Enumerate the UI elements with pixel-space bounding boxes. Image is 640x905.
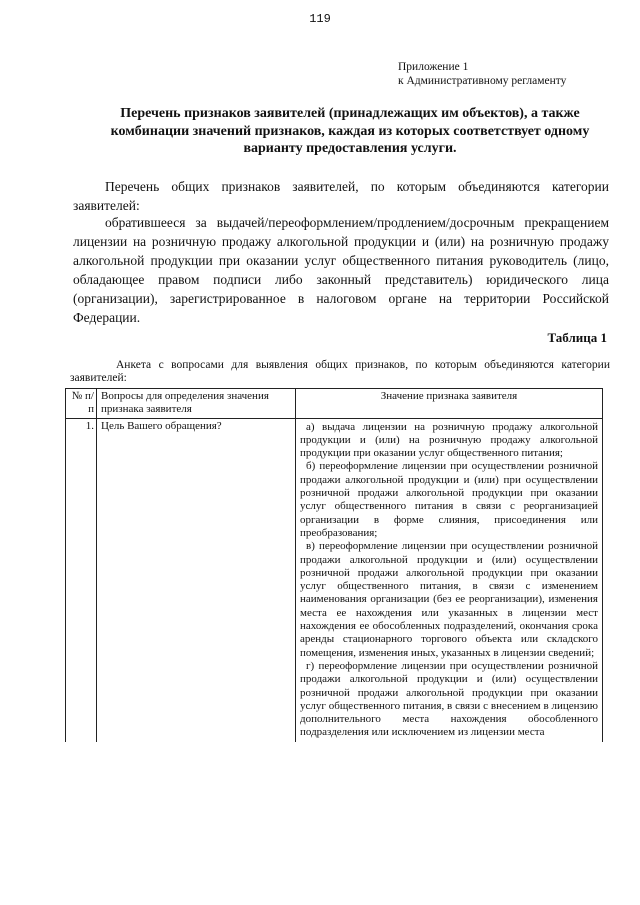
document-title: Перечень признаков заявителей (принадлежащих им объектов), а также комбинации значений признаков, каждая из которых соответствует одному варианту предоставления услуги. <box>110 106 590 156</box>
header-question: Вопросы для определения значения признака заявителя <box>97 389 296 419</box>
option-g: г) переоформление лицензии при осуществлении розничной продажи алкогольной продукции и (или) осуществлении розничной продажи алкогольной продукции при оказании услуг общественного питания, в связи с внесением в лицензию дополнительного места нахождения обособленного подразделения или исключением из лицензии места <box>300 659 598 739</box>
appendix-note <box>398 60 566 88</box>
option-a: а) выдача лицензии на розничную продажу алкогольной продукции и (или) на розничную продажу алкогольной продукции при оказании услуг общественного питания; <box>300 420 598 460</box>
table-intro: Анкета с вопросами для выявления общих признаков, по которым объединяются категории заявителей: <box>70 359 610 384</box>
table-title: Таблица 1 <box>547 330 607 345</box>
table-header-row <box>66 389 603 419</box>
header-value: Значение признака заявителя <box>296 389 603 419</box>
row-values <box>296 418 603 742</box>
paragraph-general-criteria: Перечень общих признаков заявителей, по которым объединяются категории заявителей: <box>73 179 609 213</box>
header-number: № п/п <box>66 389 97 419</box>
row-number: 1. <box>66 418 97 742</box>
appendix-line-2: к Административному регламенту <box>398 75 567 87</box>
table-row <box>66 418 603 742</box>
option-b: б) переоформление лицензии при осуществлении розничной продажи алкогольной продукции и (или) при осуществлении розничной продажи алкогольной продукции при оказании услуг общественного питания в связи с реорганизацией организации в форме слияния, присоединения или преобразования; <box>300 460 598 539</box>
page-number: 119 <box>309 12 331 26</box>
row-question: Цель Вашего обращения? <box>97 418 296 742</box>
option-v: в) переоформление лицензии при осуществлении розничной продажи алкогольной продукции и (или) осуществлении розничной продажи алкогольной продукции при оказании услуг общественного питания, в связи с изменением наименования организации (без ее реорганизации), изменения места ее нахождения или указанных в лицензии мест нахождения ее обособленных подразделений, окончания срока аренды стационарного торгового объекта или складского помещения, изменения иных, указанных в лицензии сведений; <box>300 540 598 659</box>
paragraph-applicant-category: обратившееся за выдачей/переоформлением/продлением/досрочным прекращением лицензии на розничную продажу алкогольной продукции и (или) на розничную продажу алкогольной продукции при оказании услуг общественного питания руководитель (лицо, обладающее правом подписи либо законный представитель) юридического лица (организации), зарегистрированное в налоговом органе на территории Российской Федерации. <box>73 215 609 325</box>
appendix-line-1: Приложение 1 <box>398 61 469 73</box>
criteria-table <box>65 388 603 742</box>
